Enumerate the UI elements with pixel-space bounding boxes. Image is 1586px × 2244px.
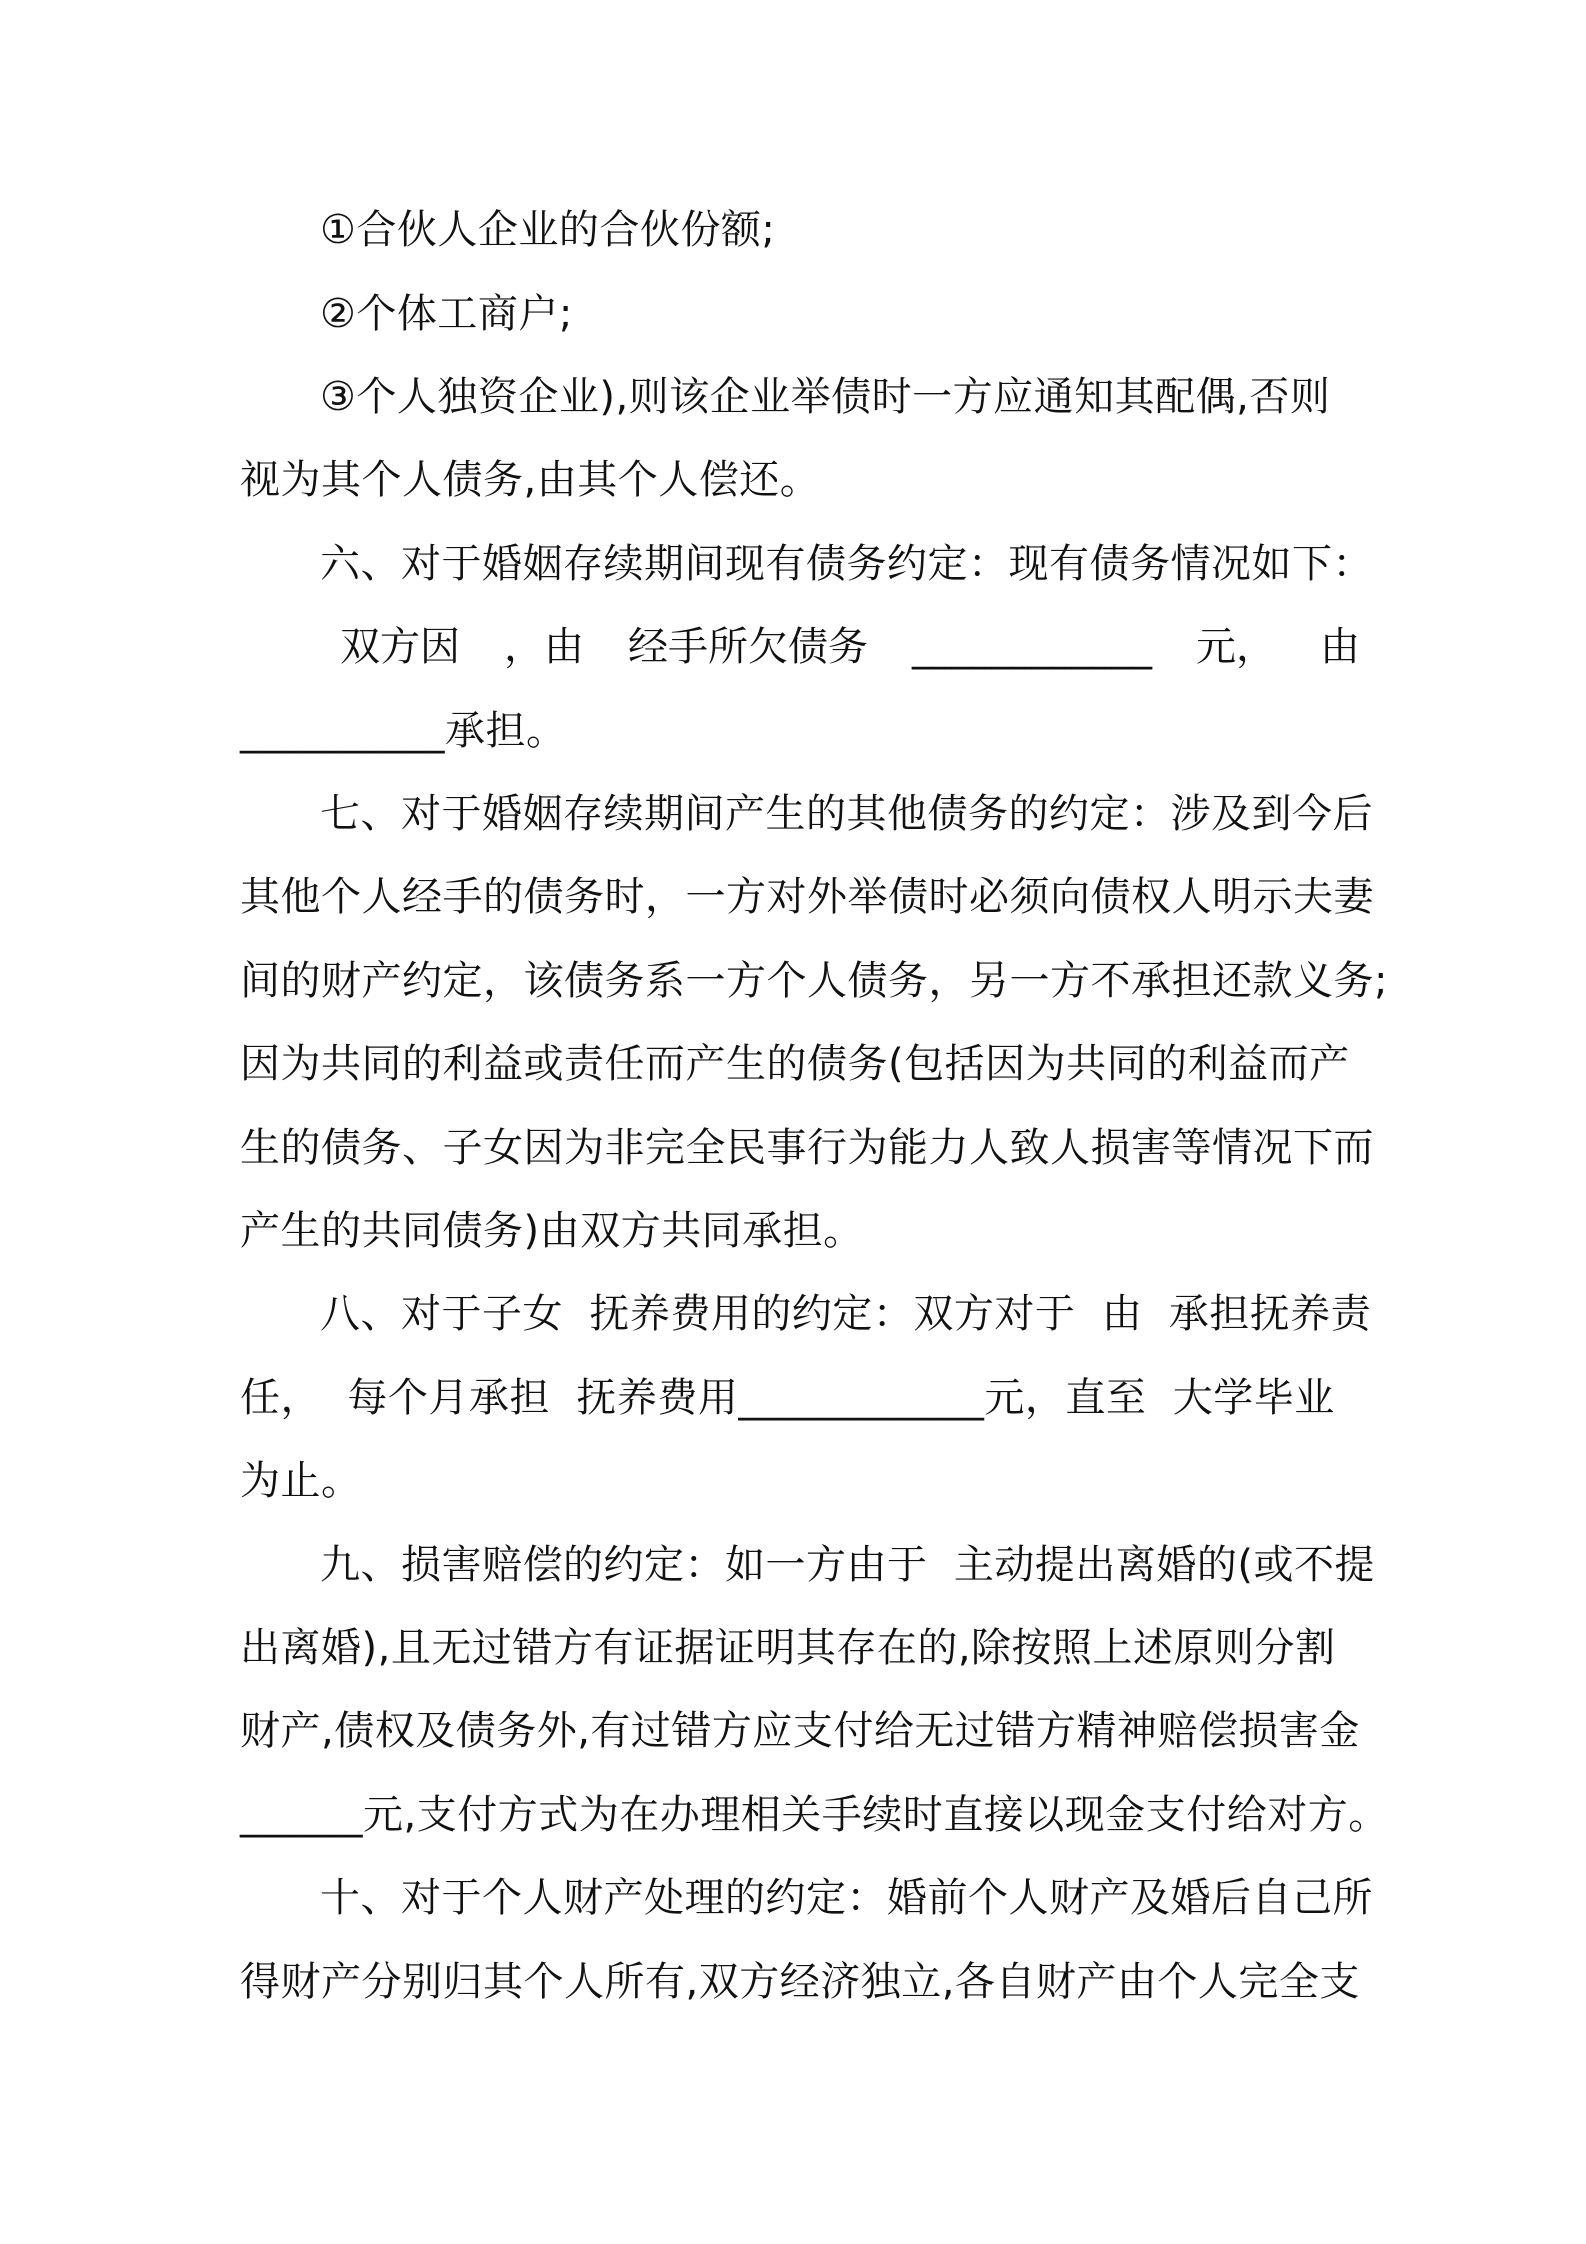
item-partnership-share: ①合伙人企业的合伙份额; (320, 207, 776, 253)
section-seven-heading: 七、对于婚姻存续期间产生的其他债务的约定：涉及到今后 (320, 791, 1373, 837)
section-eight-heading: 八、对于子女 抚养费用的约定：双方对于 由 承担抚养责 (320, 1291, 1372, 1337)
paragraph-line: 任， 每个月承担 抚养费用____________元，直至 大学毕业 (240, 1375, 1335, 1421)
paragraph-line: 出离婚),且无过错方有证据证明其存在的,除按照上述原则分割 (240, 1625, 1336, 1671)
paragraph-line: 视为其个人债务,由其个人偿还。 (240, 457, 821, 503)
paragraph-line: ______元,支付方式为在办理相关手续时直接以现金支付给对方。 (240, 1792, 1389, 1838)
debt-parties: 双方因 (340, 624, 460, 670)
paragraph-line: 为止。 (240, 1458, 362, 1504)
paragraph-line: 生的债务、子女因为非完全民事行为能力人致人损害等情况下而 (240, 1125, 1374, 1171)
paragraph-line: 得财产分别归其个人所有,双方经济独立,各自财产由个人完全支 (240, 1959, 1360, 2005)
debt-by-2: 由 (1320, 624, 1360, 670)
debt-yuan: 元， (1196, 624, 1276, 670)
section-ten-heading: 十、对于个人财产处理的约定：婚前个人财产及婚后自己所 (320, 1875, 1373, 1921)
debt-amount-blank: ____________ (912, 624, 1152, 670)
debt-handled: 经手所欠债务 (628, 624, 868, 670)
section-six-heading: 六、对于婚姻存续期间现有债务约定：现有债务情况如下： (320, 541, 1373, 587)
item-individual-business: ②个体工商户; (320, 291, 573, 337)
paragraph-line: 产生的共同债务)由双方共同承担。 (240, 1208, 864, 1254)
item-sole-proprietorship: ③个人独资企业),则该企业举债时一方应通知其配偶,否则 (320, 374, 1331, 420)
debt-bearer-line: __________承担。 (240, 708, 567, 754)
paragraph-line: 财产,债权及债务外,有过错方应支付给无过错方精神赔偿损害金 (240, 1708, 1360, 1754)
section-nine-heading: 九、损害赔偿的约定：如一方由于 主动提出离婚的(或不提 (320, 1542, 1376, 1588)
debt-by: ，由 (504, 624, 584, 670)
paragraph-line: 因为共同的利益或责任而产生的债务(包括因为共同的利益而产 (240, 1041, 1350, 1087)
paragraph-line: 其他个人经手的债务时，一方对外举债时必须向债权人明示夫妻 (240, 874, 1374, 920)
debt-detail-line (340, 619, 1360, 675)
paragraph-line: 间的财产约定，该债务系一方个人债务，另一方不承担还款义务; (240, 958, 1388, 1004)
